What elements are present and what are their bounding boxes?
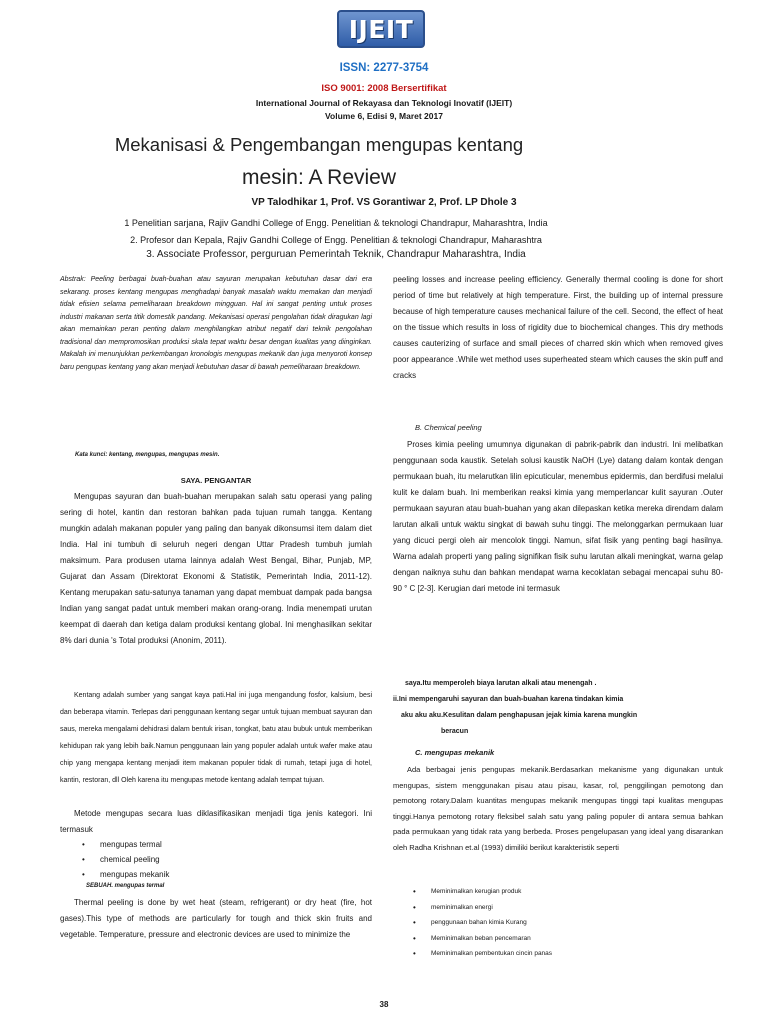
paper-title-line1: Mekanisasi & Pengembangan mengupas kentang [114,134,524,155]
chemical-paragraph [393,437,723,597]
subsection-heading-mechanical: C. mengupas mekanik [415,748,495,757]
methods-text: Metode mengupas secara luas diklasifikasikan menjadi tiga jenis kategori. Ini termasuk [60,809,372,834]
subsection-heading-thermal: SEBUAH. mengupas termal [86,883,165,889]
characteristics-list [413,884,552,962]
paper-title-line2: mesin: A Review [241,166,397,189]
logo-text: IJEIT [348,15,414,44]
introduction-paragraph [60,489,372,649]
methods-paragraph [60,806,372,838]
potato-text: Kentang adalah sumber yang sangat kaya pati.Hal ini juga mengandung fosfor, kalsium, besi dan beberapa vitamin. Terlepas dari penggunaan kentang segar untuk tujuan membuat sayuran dan saus, mereka mengalami dehidrasi dalam bentuk irisan, tongkat, batu atau bubuk untuk memberikan kehidupan rak yang lebih baik.Namun penggunaan lain yang populer adalah untuk wafer make atau chip yang mengapa kentang menjadi item makanan populer tidak di rumah, tetapi juga di hotel, kantin, restoran, dll Oleh karena itu mengupas metode kentang adalah tempat tujuan. [60,692,372,784]
list-item: • Meminimalkan pembentukan cincin panas [413,946,552,962]
mechanical-text: Ada berbagai jenis pengupas mekanik.Berdasarkan mekanisme yang digunakan untuk mengupas, sistem menggunakan pisau atau pisau, kasar, rol, penggilingan pemotong dan pemotong rotary.Dalam kuantitas mengupas mekanik mengupas tinggi tapi kualitas mengupas tinggi.Hanya pemotong rotary fleksibel salah satu yang paling populer di antara semua bahkan pada permukaan yang tidak rata yang berbeda. Proses pengelupasan yang ideal yang disarankan oleh Radha Krishnan et.al (1993) dimiliki berikut karakteristik seperti [393,765,723,852]
mechanical-paragraph [393,762,723,855]
list-item: • mengupas termal [82,837,169,852]
issn: ISSN: 2277-3754 [339,62,429,74]
list-item: • Meminimalkan beban pencemaran [413,931,552,947]
potato-paragraph [60,687,372,789]
affiliation-2: 2. Profesor dan Kepala, Rajiv Gandhi College of Engg. Penelitian & teknologi Chandrapur, Maharashtra [130,235,542,245]
list-item: saya.Itu memperoleh biaya larutan alkali atau menengah . [405,680,597,687]
list-item: • meminimalkan energi [413,900,552,916]
journal-volume: Volume 6, Edisi 9, Maret 2017 [325,111,443,121]
iso-certification: ISO 9001: 2008 Bersertifikat [321,83,447,94]
chemical-text: Proses kimia peeling umumnya digunakan di pabrik-pabrik dan industri. Ini melibatkan penggunaan soda kaustik. Setelah solusi kaustik NaOH (Lye) datang dalam kontak dengan permukaan buah, itu melarutkan lilin epicuticular, menembus epidermis, dan berdifusi melalui kulit ke dalam buah. Ini memberikan reaksi kimia yang memperlancar kulit sayuran .Outer permukaan sayuran atau buah-buahan yang akan dilepaskan ketika mereka direndam dalam larutan alkali untuk waktu singkat di bawah suhu tinggi. The melonggarkan permukaan luar yang dicuci pergi oleh air mencolok tinggi. Namun, sifat fisik yang penting bagi hasilnya. Warna adalah properti yang paling signifikan fisik suhu larutan alkali meningkat, warna gelap dengan naiknya suhu dan bahkan mendapat warna kecoklatan sebagai mencapai suhu 80-90 ° C [2-3]. Kerugian dari metode ini termasuk [393,440,723,593]
page-number: 38 [379,1000,389,1009]
list-item: aku aku aku.Kesulitan dalam penghapusan jejak kimia karena mungkin [401,712,638,719]
list-item: beracun [441,728,469,735]
list-item: • penggunaan bahan kimia Kurang [413,915,552,931]
affiliation-1: 1 Penelitian sarjana, Rajiv Gandhi College of Engg. Penelitian & teknologi Chandrapur, Maharashtra, India [124,218,548,228]
list-item: • mengupas mekanik [82,867,169,882]
journal-name: International Journal of Rekayasa dan Teknologi Inovatif (IJEIT) [255,98,513,108]
methods-list [82,837,169,882]
thermal-continued-paragraph [393,272,723,384]
list-item: • Meminimalkan kerugian produk [413,884,552,900]
list-item: • chemical peeling [82,852,169,867]
authors: VP Talodhikar 1, Prof. VS Gorantiwar 2, Prof. LP Dhole 3 [251,197,517,208]
introduction-text: Mengupas sayuran dan buah-buahan merupakan salah satu operasi yang paling sering di hotel, kantin dan restoran bahkan pada tujuan rumah tangga. Kentang mungkin adalah makanan populer yang paling dan banyak dikonsumsi item dalam diet India. Hal ini tumbuh di seluruh negeri dengan Uttar Pradesh tumbuh jumlah maksimum. Para produsen utama lainnya adalah West Bengal, Bihar, Punjab, MP, Gujarat dan Assam (Direktorat Ekonomi & Statistik, Pemerintah India, 2011-12). Kentang merupakan satu-satunya tanaman yang dapat membuat dampak pada bangsa Indian yang sangat padat untuk memberi makan orang-orang. India menempati urutan keempat di daerah dan ketiga dalam produksi kentang global. Ini menghasilkan sekitar 8% dari dunia 's Total produksi (Anonim, 2011). [60,492,372,645]
thermal-continued-text: peeling losses and increase peeling efficiency. Generally thermal cooling is done for short period of time but relatively at high temperature. First, the building up of internal pressure because of high temperature causes mechanical failure of the cell. Second, the effect of heat on the tissue which results in loss of rigidity due to biochemical changes. This dry methods causes cauterizing of surface and small pieces of charred skin which when removed gives poor appearance .While wet method uses superheated steam which causes the skin puff and cracks [393,275,723,380]
affiliation-3: 3. Associate Professor, perguruan Pemerintah Teknik, Chandrapur Maharashtra, India [146,249,526,260]
journal-logo [337,10,425,48]
subsection-heading-chemical: B. Chemical peeling [415,423,482,432]
thermal-text: Thermal peeling is done by wet heat (steam, refrigerant) or dry heat (fire, hot gases).This type of methods are particularly for tough and thick skin fruits and vegetable. Temperature, pressure and electronic devices are used to minimize the [60,898,372,939]
thermal-paragraph [60,895,372,943]
disadvantages-list [393,676,723,740]
list-item: ii.Ini mempengaruhi sayuran dan buah-buahan karena tindakan kimia [393,696,624,703]
abstract: Abstrak: Peeling berbagai buah-buahan atau sayuran merupakan kebutuhan dasar dari era sekarang. proses kentang mengupas menghadapi banyak masalah waktu memakan dan menjadi tidak efisien selama pemeliharaan breakdown mingguan. Hal ini sangat penting untuk proses industri makanan serta titik domestik pandang. Mekanisasi operasi pengolahan tidak diragukan lagi akan memainkan peran penting dalam menghilangkan atribut negatif dari teknik pengolahan tradisional dan mempromosikan produksi skala tepat waktu besar dengan kualitas yang diinginkan. Makalah ini menunjukkan perkembangan kronologis mengupas mekanik dan juga menyoroti konsep baru pengupas kentang yang akan menjadi kebutuhan dasar di bawah pemeliharaan breakdown. [60,276,372,371]
keywords: Kata kunci: kentang, mengupas, mengupas mesin. [75,452,220,458]
section-heading-introduction: SAYA. PENGANTAR [180,476,252,485]
